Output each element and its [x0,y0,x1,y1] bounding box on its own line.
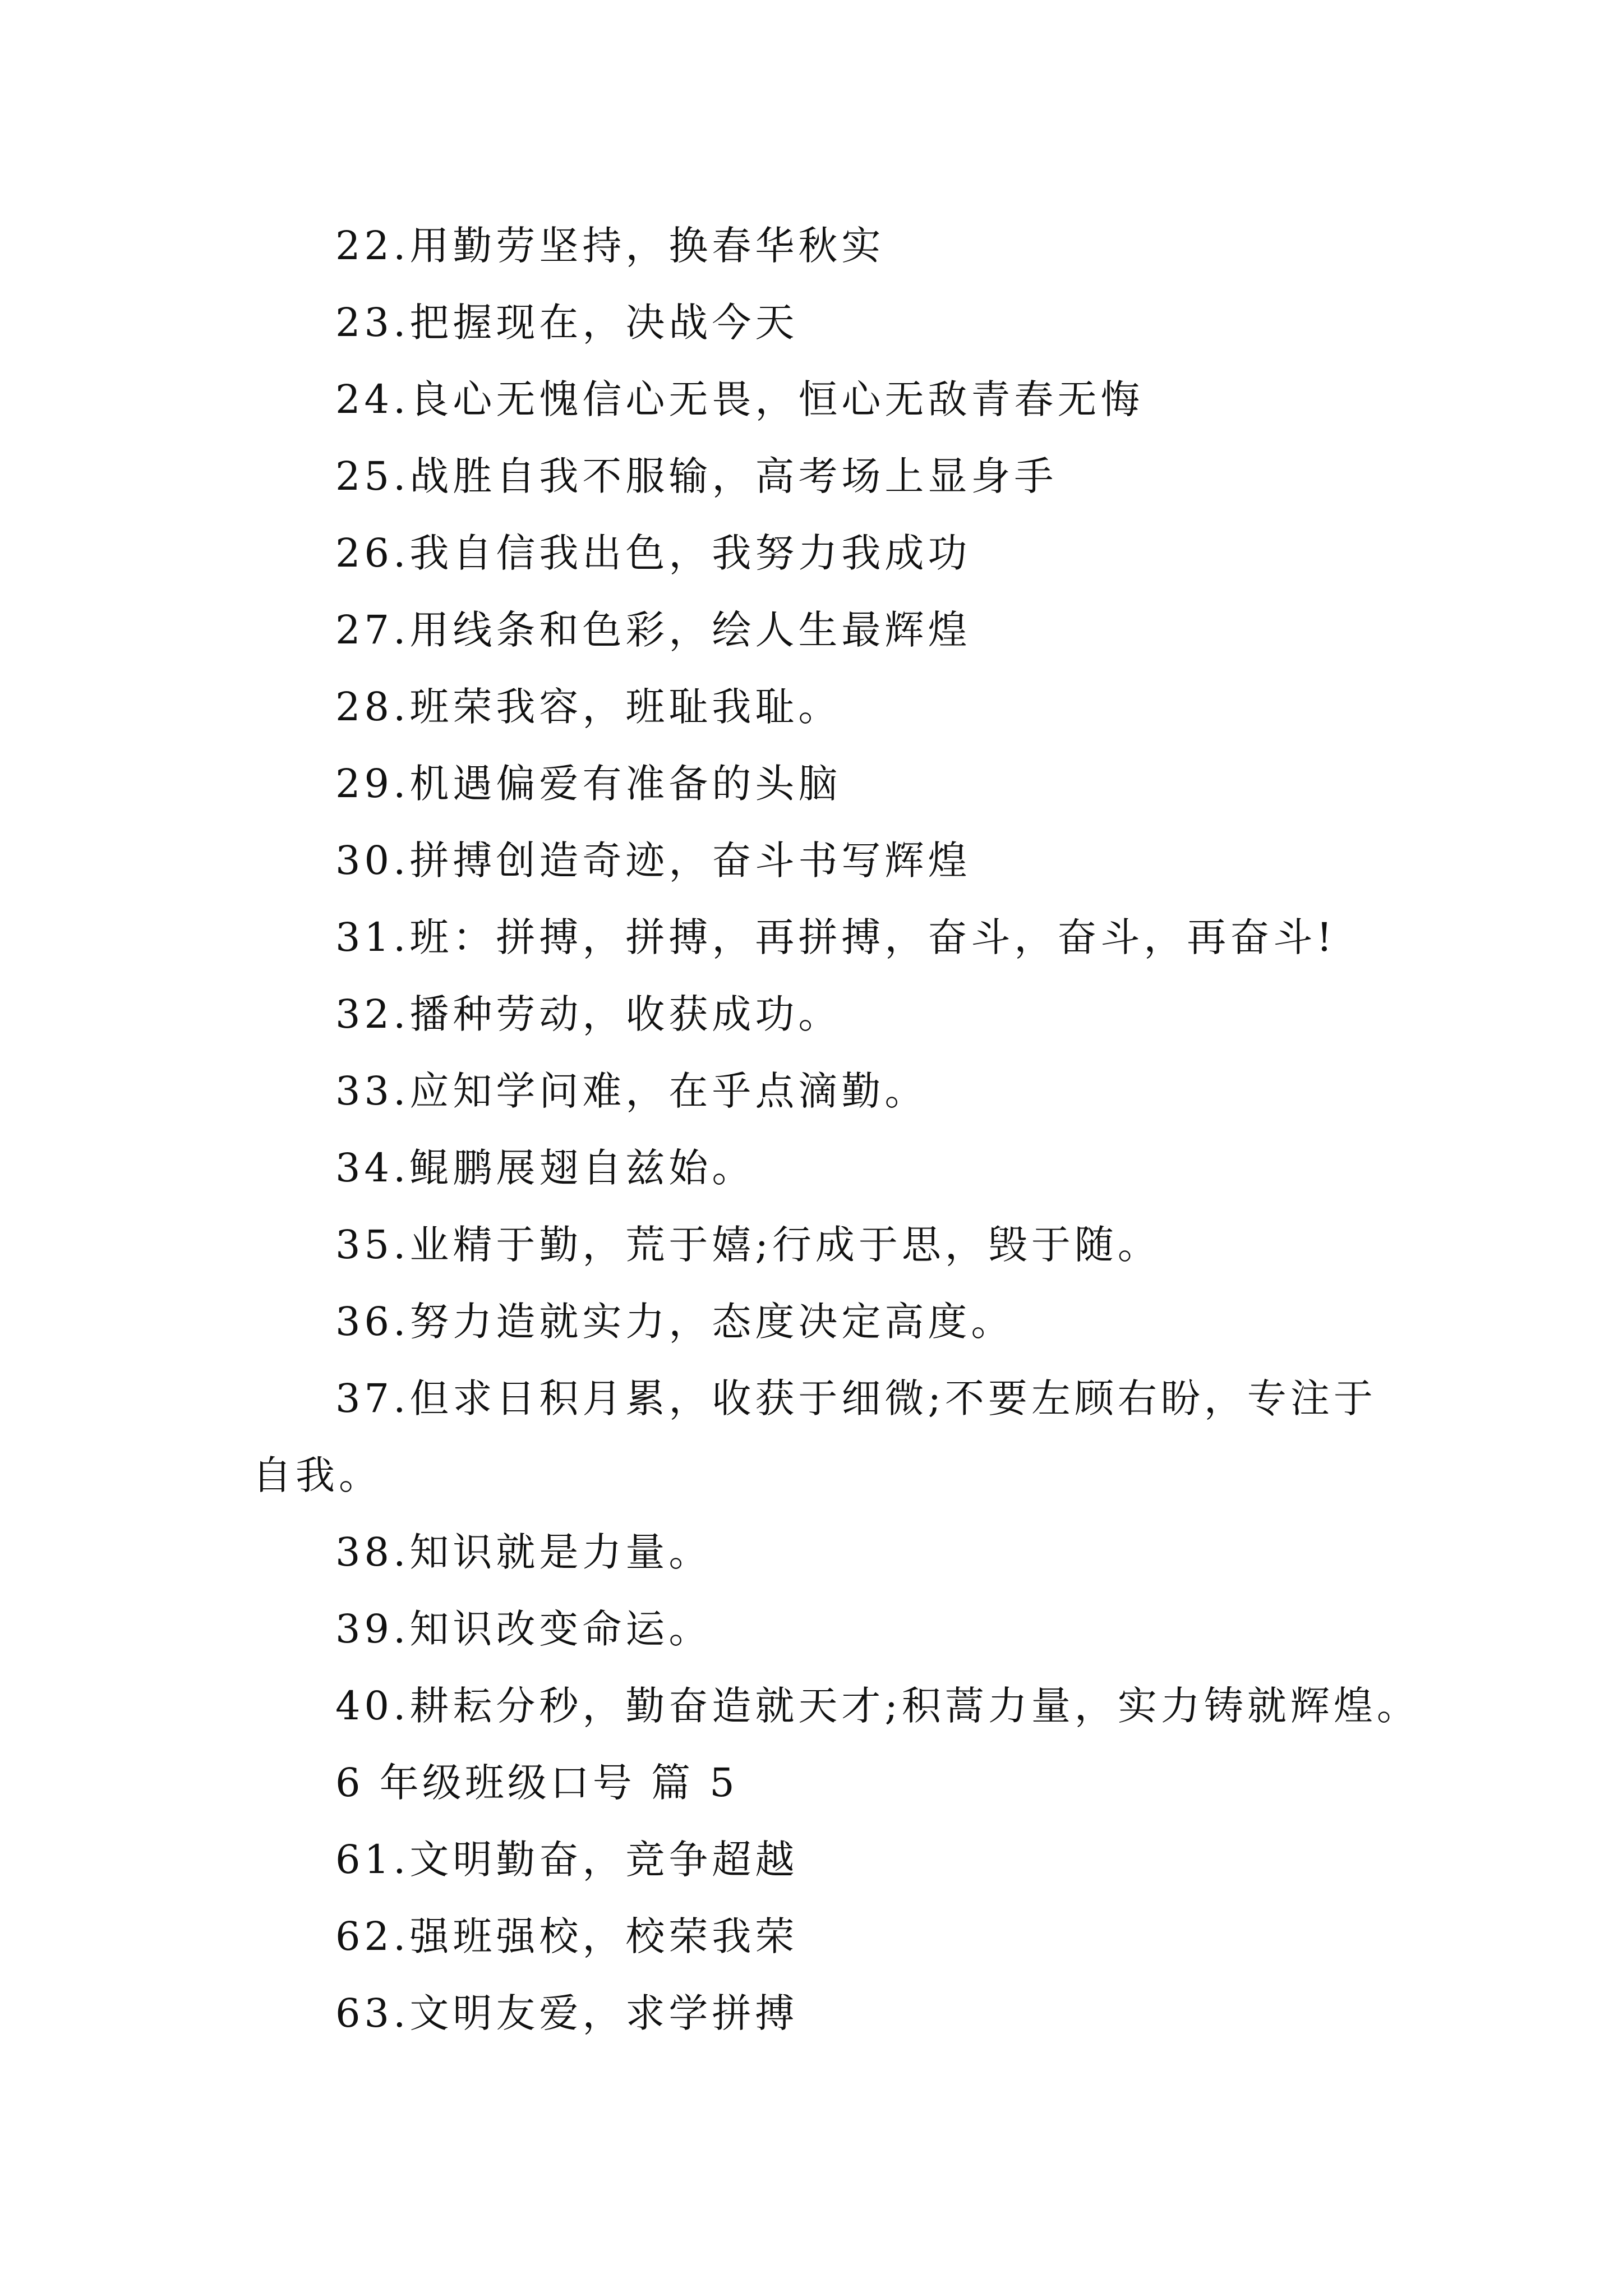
slogan-line-24: 24.良心无愧信心无畏，恒心无敌青春无悔 [335,376,1144,422]
slogan-line-61: 61.文明勤奋，竞争超越 [335,1837,799,1883]
slogan-line-40: 40.耕耘分秒，勤奋造就天才;积蒿力量，实力铸就辉煌。 [335,1683,1420,1729]
slogan-line-36: 36.努力造就实力，态度决定高度。 [335,1299,1015,1345]
slogan-line-38: 38.知识就是力量。 [335,1529,712,1575]
slogan-line-34: 34.鲲鹏展翅自兹始。 [335,1145,755,1191]
slogan-line-35: 35.业精于勤，荒于嬉;行成于思，毁于随。 [335,1222,1161,1268]
slogan-line-39: 39.知识改变命运。 [335,1606,712,1652]
slogan-line-37-continuation: 自我。 [252,1452,382,1498]
slogan-line-23: 23.把握现在，决战今天 [335,300,799,346]
slogan-line-62: 62.强班强校，校荣我荣 [335,1913,799,1959]
section-heading: 6 年级班级口号 篇 5 [335,1760,738,1806]
slogan-line-33: 33.应知学问难，在乎点滴勤。 [335,1068,928,1114]
slogan-line-37: 37.但求日积月累，收获于细微;不要左顾右盼，专注于 [335,1375,1377,1421]
slogan-line-27: 27.用线条和色彩，绘人生最辉煌 [335,607,971,653]
slogan-line-26: 26.我自信我出色，我努力我成功 [335,530,971,576]
slogan-line-28: 28.班荣我容，班耻我耻。 [335,684,842,730]
slogan-line-31: 31.班：拼搏，拼搏，再拼搏，奋斗，奋斗，再奋斗! [335,914,1336,960]
slogan-line-63: 63.文明友爱，求学拼搏 [335,1990,799,2036]
slogan-line-29: 29.机遇偏爱有准备的头脑 [335,761,842,807]
slogan-line-22: 22.用勤劳坚持，换春华秋实 [335,223,885,269]
document-body [252,208,1420,2052]
slogan-line-32: 32.播种劳动，收获成功。 [335,991,842,1037]
slogan-line-25: 25.战胜自我不服输，高考场上显身手 [335,453,1058,499]
slogan-line-30: 30.拼搏创造奇迹，奋斗书写辉煌 [335,838,971,884]
